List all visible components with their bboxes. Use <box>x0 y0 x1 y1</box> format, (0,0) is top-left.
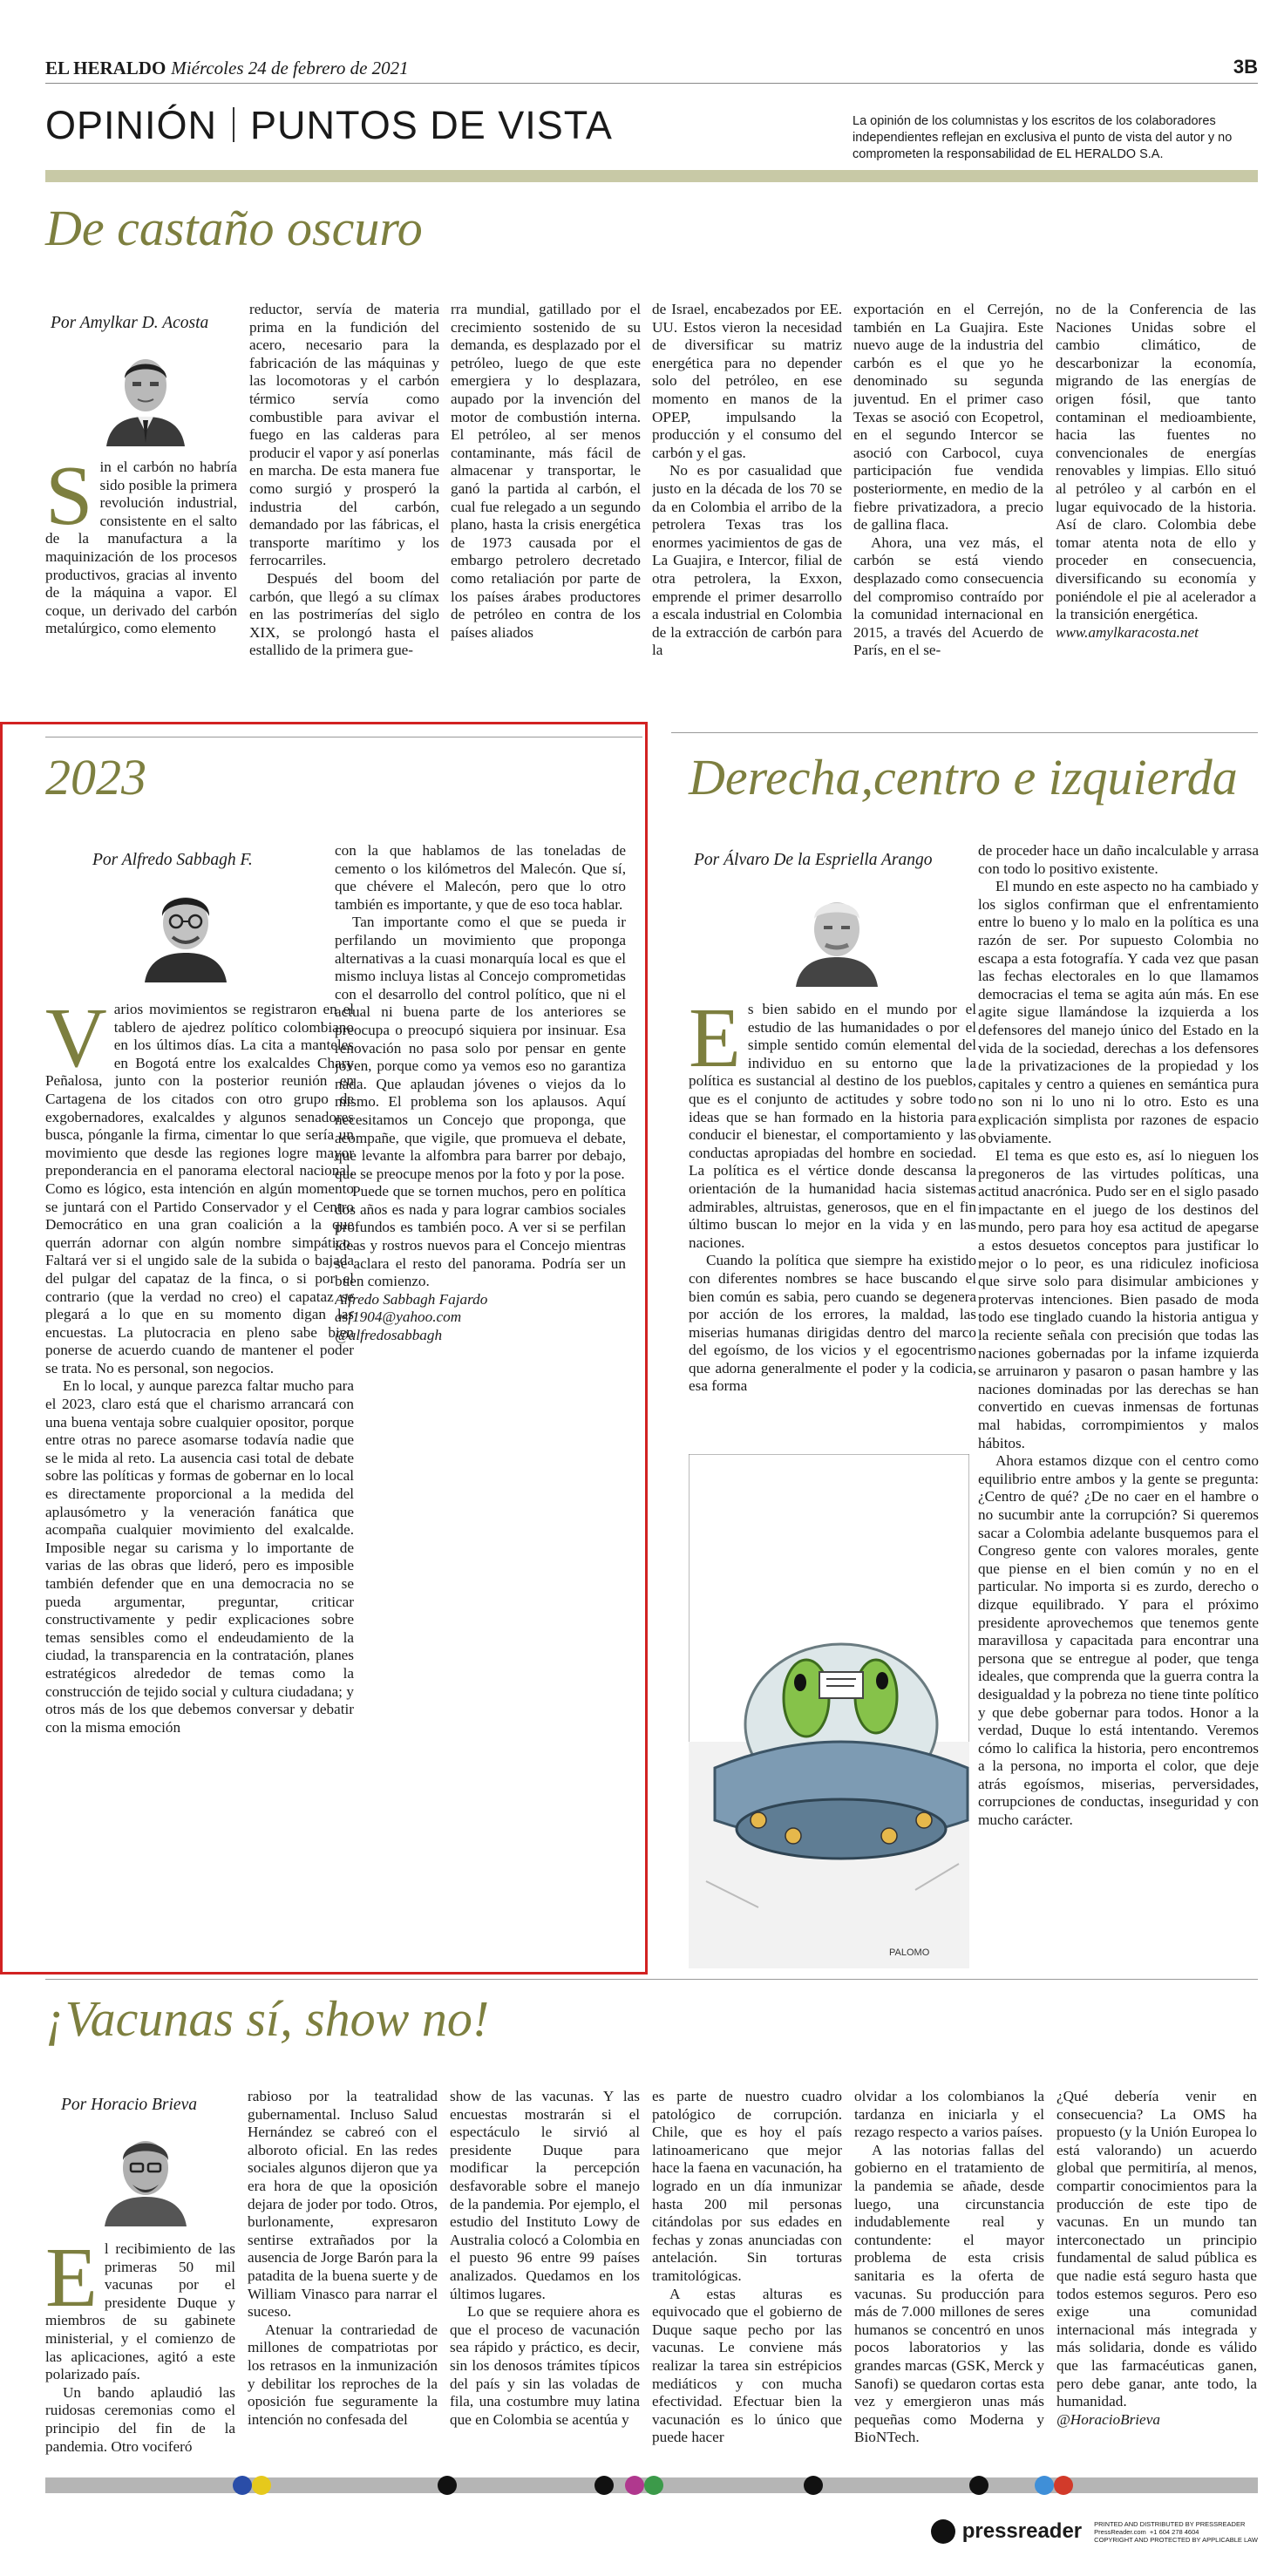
author-portrait-sabbagh <box>138 876 234 982</box>
paragraph: es parte de nuestro cuadro patológico de corrupción. Chile, que es hoy el país latinoamericano que mejor hace la faena en vacunación, ha logrado en un día inmunizar hasta 200 mil personas citándolas por sus edades en fechas y zonas anunciadas con antelación. Sin torturas tramitológicas. <box>652 2088 842 2284</box>
author-portrait-espriella <box>789 880 885 987</box>
paragraph: El mundo en este aspecto no ha cambiado y los siglos confirman que el enfrentamiento entre lo bueno y lo malo en la política es una razón de ser. Por supuesto Colombia no escapa a esta fotografía. Y cada vez que pasan las fechas electorales en lo que llamamos democracias el tema se agita aún más. En ese agite sigue llamándose la izquierda a los defensores del manejo único del Estado en la vida de la sociedad, derechas a los defensores de la privatizaciones de la propiedad y los capitales y centro a quienes en semántica pura no son ni lo uno ni lo otro. Esto es una explicación simplista por razones de espacio obviamente. <box>978 878 1259 1146</box>
article-castano-col4 <box>652 301 842 687</box>
registration-dot <box>804 2476 823 2495</box>
paragraph: A las notorias fallas del gobierno en el tratamiento de la pandemia se añade, desde luego, una circunstancia indudablemente real y contundente: el mayor problema de esta crisis sanitaria es la oferta de vacunas. Su producción para más de 7.000 millones de seres humanos se concentró en unos pocos laboratorios y las grandes marcas (GSK, Merck y Sanofi) se quedaron cortas esta vez y emergieron unas más pequeñas como Moderna y BioNTech. <box>854 2141 1044 2446</box>
paragraph: con la que hablamos de las toneladas de cemento o los kilómetros del Malecón. Que sí, que chévere el Malecón, pero que lo otro también es importante, y que de eso toca hablar. <box>335 842 626 913</box>
pressreader-brand: pressreader <box>961 2519 1083 2543</box>
pressreader-badge <box>931 2519 1258 2544</box>
article-2023-col2 <box>335 842 626 1452</box>
registration-dot <box>1035 2476 1054 2495</box>
paragraph: Cuando la política que siempre ha existido con diferentes nombres se hace buscando el bien común es sabia, pero cuando se degenera por acción de los errores, la maldad, las miserias humanas dirigidas dentro del marco del egoísmo, de los vicios y el egocentrismo que adorna generalmente el poder y la codicia, esa forma <box>689 1252 976 1395</box>
footer-color-bar <box>45 2477 1258 2493</box>
paragraph: reductor, servía de materia prima en la fundición del acero, necesario para la fabricación de las máquinas y las locomotoras y el carbón térmico servía como combustible para avivar el fuego en las calderas para producir el vapor y así ponerlas en marcha. De esta manera fue como surgió y prosperó la industria del carbón, demandado por las fábricas, el transporte marítimo y los ferrocarriles. <box>249 301 439 569</box>
paragraph: Tan importante como el que se pueda ir perfilando un movimiento que proponga alternativas a la cuasi monarquía local es que el mismo incluya listas al Concejo comprometidas con el desarrollo del control político, que ni el actual ni buena parte de los anteriores se preocupa o preocupó siquiera por insinuar. Esa renovación no pasa solo por pensar en gente joven, porque como ya vemos eso no garantiza nada. Que aplaudan jóvenes o viejos da lo mismo. El problema son los aplausos. Aquí necesitamos un Concejo que proponga, que acompañe, que vigile, que promueva el debate, que levante la alfombra para barrer por debajo, que se preocupe menos por la foto y por la pose. <box>335 914 626 1182</box>
paragraph: Después del boom del carbón, que llegó a su clímax en las postrimerías del siglo XIX, se prolongó hasta el estallido de la primera gue- <box>249 569 439 659</box>
registration-dot <box>233 2476 252 2495</box>
paragraph: s bien sabido en el mundo por el estudio de las humanidades o por el simple sentido común elemental del individuo en su entorno que la política es sustancial al destino de los pueblos, que es el conjunto de actitudes y sobre todo ideas que se han formado en la historia para conducir el bienestar, el comportamiento y las conductas apropiadas del hombre en sociedad. La política es el vértice donde descansa la orientación de la humanidad hacia sistemas admirables, altruistas, generosos, que en el fin último buscan lo mejor en la vida y en las naciones. <box>689 1001 976 1251</box>
article-vacunas-col5 <box>854 2088 1044 2469</box>
paragraph: arios movimientos se registraron en el tablero de ajedrez político colombiano en los últimos días. La cita a manteles en Bogotá entre los exalcaldes Chary Peñalosa, junto con la posterior reunión en Cartagena de los citados con otro grupo de exgobernadores, exalcaldes y algunos senadores busca, pónganle la firma, cimentar lo que sería un movimiento que desde las regiones logre mayor preponderancia en el panorama electoral nacional. Como es lógico, esta intención en algún momento se juntará con el Partido Conservador y el Centro Democrático en una gran coalición a la que querrán adornar con algún nombre simpático. Faltará ver si el ungido sale de la subida o bajada del pulgar del capataz de la finca, o si por el contrario (que la verdad no creo) el capataz se plegará a lo que en su momento digan las encuestas. La plutocracia en pleno sabe bien ponerse de acuerdo cuando de mantener el poder se trata. No es personal, son negocios. <box>45 1001 354 1376</box>
issue-date: Miércoles 24 de febrero de 2021 <box>171 58 409 78</box>
paper-name: EL HERALDO <box>45 58 166 78</box>
paragraph: Lo que se requiere ahora es que el proceso de vacunación sea rápido y práctico, es decir, sin los denosos trámites típicos del país y sin las voladas de fila, una costumbre muy latina que en Colombia se acentúa y <box>450 2303 640 2428</box>
disclaimer: La opinión de los columnistas y los escritos de los colaboradores independientes reflejan en exclusiva el punto de vista del autor y no comprometen la responsabilidad de EL HERALDO S.A. <box>853 114 1233 161</box>
pressreader-fineprint: PRINTED AND DISTRIBUTED BY PRESSREADER PressReader.com +1 604 278 4604 COPYRIGHT AND PROTECTED BY APPLICABLE LAW <box>1094 2519 1258 2544</box>
paragraph: in el carbón no habría sido posible la primera revolución industrial, consistente en el salto de la manufactura a la maquinización de los procesos productivos, gracias al invento de la máquina a vapor. El coque, un derivado del carbón metalúrgico, como elemento <box>45 459 237 637</box>
registration-dot <box>594 2476 614 2495</box>
olive-band <box>45 170 1258 182</box>
byline-espriella: Por Álvaro De la Espriella Arango <box>694 851 933 869</box>
article-vacunas-col1 <box>45 2240 235 2469</box>
author-handle: @HoracioBrieva <box>1056 2410 1160 2428</box>
paragraph: Ahora, una vez más, el carbón se está viendo desplazado como consecuencia del compromiso contraído por la comunidad internacional en 2015, a través del Acuerdo de París, en el se- <box>853 534 1043 659</box>
byline-brieva: Por Horacio Brieva <box>61 2096 197 2114</box>
paragraph: olvidar a los colombianos la tardanza en iniciarla y el rezago respecto a varios países. <box>854 2088 1044 2141</box>
paragraph: Atenuar la contrariedad de millones de compatriotas por los retrasos en la inmunización y debilitar los reproches de la oposición fue seguramente la intención no confesada del <box>248 2321 438 2428</box>
editorial-cartoon <box>689 1454 969 1968</box>
paragraph: de Israel, encabezados por EE. UU. Estos vieron la necesidad de diversificar su matriz energética para no depender solo del petróleo, en ese momento en manos de la OPEP, impulsando la producción y el consumo del carbón y el gas. <box>652 301 842 461</box>
article-vacunas-col6 <box>1056 2088 1257 2469</box>
headline-derecha: Derecha,centro e izquierda <box>689 749 1238 805</box>
dropcap-vacunas: E <box>45 2240 98 2325</box>
section-title <box>45 103 613 148</box>
section-right: PUNTOS DE VISTA <box>250 103 613 147</box>
paragraph: A estas alturas es equivocado que el gobierno de Duque saque pecho por las vacunas. Le conviene más realizar la tarea sin estrépicios mediáticos y con mucha efectividad. Efectuar bien la vacunación es lo único que puede hacer <box>652 2285 842 2446</box>
author-portrait-brieva <box>98 2120 194 2226</box>
article-vacunas-col4 <box>652 2088 842 2469</box>
headline-castano: De castaño oscuro <box>45 200 423 256</box>
headline-2023: 2023 <box>45 749 146 805</box>
cartoonist-signature: PALOMO <box>889 1947 930 1958</box>
signature-email: asf1904@yahoo.com <box>335 1308 462 1326</box>
registration-dot <box>1054 2476 1073 2495</box>
headline-vacunas: ¡Vacunas sí, show no! <box>45 1990 490 2047</box>
dropcap-2023: V <box>45 1001 107 1085</box>
registration-dot <box>625 2476 644 2495</box>
article-castano-col6 <box>1056 301 1256 687</box>
paragraph: rra mundial, gatillado por el crecimiento sostenido de su demanda, es desplazado por el petróleo, luego de que este emergiera y lo desplazara, aupado por la invención del motor de combustión interna. El petróleo, al ser menos contaminante, más fácil de almacenar y transportar, le ganó la partida al carbón, el cual fue relegado a un segundo plano, hasta la crisis energética de 1973 causada por el embargo petrolero decretado como retaliación por parte de los países árabes productores de petróleo en contra de los países aliados <box>451 301 641 641</box>
row-divider-vacunas <box>45 1979 1258 1980</box>
article-castano-col5 <box>853 301 1043 687</box>
paragraph: Ahora estamos dizque con el centro como equilibrio entre ambos y la gente se pregunta: ¿Centro de qué? ¿De no caer en el hambre o no sucumbir ante la corrupción? Si queremos sacar a Colombia adelante busquemos para el Congreso gente con valores morales, gente que piense en el bien común y no en el particular. No importa si es zurdo, derecho o dizque equilibrado. Y para el próximo presidente aprovechemos que tenemos gente maravillosa y capacitada para encontrar una persona que se entregue al poder, que tenga ideales, que comprenda que la guerra contra la desigualdad y la pobreza no tiene tinte político y que debe gobernar para todos. Honor a la verdad, Duque lo está intentando. Veremos cómo lo califica la historia, pero encontremos a la persona, no importa el color, que deje atrás egoísmos, miserias, perversidades, corrupciones de conductas, inseguridad y con mucho carácter. <box>978 1452 1259 1829</box>
paragraph: de proceder hace un daño incalculable y arrasa con todo lo positivo existente. <box>978 842 1259 877</box>
page-number: 3B <box>1233 56 1258 78</box>
paragraph: En lo local, y aunque parezca faltar mucho para el 2023, claro está que el charismo arrancará con una buena ventaja sobre cualquier opositor, porque entre otras no parece asomarse todavía nadie que se le mida al reto. La ausencia casi total de debate sobre las políticas y formas de gobernar en lo local es directamente proporcional a la medida del aplausómetro y la veneración fanática que acompaña cualquier movimiento del exalcalde. Imposible negar su carisma y lo importante de varias de las obras que lideró, pero es imposible también defender que en una democracia no se pueda argumentar, preguntar, criticar constructivamente y pedir explicaciones sobre temas sensibles como el endeudamiento de la ciudad, la transparencia en la contratación, planes estratégicos alrededor de temas como la construcción de tejido social y cultura ciudadana; y otros más de los que debemos conversar y debatir con la misma emoción <box>45 1377 354 1736</box>
article-vacunas-col3 <box>450 2088 640 2469</box>
registration-dot <box>969 2476 988 2495</box>
byline-sabbagh: Por Alfredo Sabbagh F. <box>92 851 253 869</box>
section-separator <box>233 107 234 142</box>
article-castano-col2 <box>249 301 439 687</box>
masthead <box>45 58 409 79</box>
author-portrait-acosta <box>98 340 194 446</box>
signature-name: Alfredo Sabbagh Fajardo <box>335 1290 488 1308</box>
paragraph: rabioso por la teatralidad gubernamental. Incluso Salud Hernández se cabreó con el alboroto oficial. En las redes sociales algunos dijeron que ya era hora de que la oposición dejara de joder por todo. Otros, burlonamente, expresaron sentirse extrañados por la ausencia de Jorge Barón para la patadita de la buena suerte y de William Vinasco para narrar el suceso. <box>248 2088 438 2321</box>
author-web: www.amylkaracosta.net <box>1056 623 1199 641</box>
article-castano-col1 <box>45 459 237 687</box>
byline-acosta: Por Amylkar D. Acosta <box>51 314 209 332</box>
paragraph: Un bando aplaudió las ruidosas ceremonias como el principio del fin de la pandemia. Otro vociferó <box>45 2383 235 2455</box>
paragraph: no de la Conferencia de las Naciones Unidas sobre el cambio climático, de descarbonizar la economía, migrando de las energías de origen fósil, que tanto contaminan el medioambiente, hacia las fuentes no convencionales de energías renovables y limpias. Ello situó al petróleo y al carbón en el lugar equivocado de la historia. Así de claro. Colombia debe tomar atenta nota de ello y proceder en consecuencia, diversificando su economía y poniéndole el pie al acelerador a la transición energética. <box>1056 301 1256 623</box>
paragraph: No es por casualidad que justo en la década de los 70 se da en Colombia el arribo de la petrolera Texas tras los enormes yacimientos de gas de La Guajira, e Intercor, filial de otra petrolera, la Exxon, emprende el primer desarrollo a escala industrial en Colombia de la extracción de carbón para la <box>652 462 842 659</box>
article-castano-col3 <box>451 301 641 687</box>
paragraph: ¿Qué debería venir en consecuencia? La OMS ha propuesto (y la Unión Europea lo está valorando) un acuerdo global que permitiría, al menos, compartir conocimientos para la producción de este tipo de vacunas. En un mundo tan interconectado un principio fundamental de salud pública es que nadie está seguro hasta que todos estemos seguros. Pero eso exige una comunidad internacional más integrada y más solidaria, donde es válido que las farmacéuticas ganen, pero debe ganar, ante todo, la humanidad. <box>1056 2088 1257 2410</box>
pressreader-logo-icon <box>931 2519 955 2544</box>
dropcap-castano: S <box>45 459 93 543</box>
signature-handle: @alfredosabbagh <box>335 1327 443 1344</box>
paragraph: exportación en el Cerrejón, también en La Guajira. Este nuevo auge de la industria del carbón es el que yo he denominado su segunda juventud. En el primer caso Texas se asoció con Ecopetrol, en el segundo Intercor se asoció con Carbocol, cuya participación fue vendida posteriormente, en medio de la fiebre privatizadora, a precio de gallina flaca. <box>853 301 1043 534</box>
article-derecha-col1 <box>689 1001 976 1445</box>
paragraph: Puede que se tornen muchos, pero en política dos años es nada y para lograr cambios sociales profundos es también poco. A ver si se perfilan ideas y rostros nuevos para el Concejo mientras se aclara el resto del panorama. Podría ser un buen comienzo. <box>335 1183 626 1290</box>
registration-dot <box>438 2476 457 2495</box>
header-rule <box>45 83 1258 84</box>
article-derecha-col2 <box>978 842 1259 1967</box>
article-vacunas-col2 <box>248 2088 438 2469</box>
article-2023-col1 <box>45 1001 354 1960</box>
registration-dot <box>644 2476 663 2495</box>
section-left: OPINIÓN <box>45 103 218 147</box>
paragraph: El tema es que esto es, así lo nieguen los pregoneros de las virtudes políticas, una actitud anacrónica. Pudo ser en el siglo pasado impactante en el juego de los destinos del mundo, pero para hoy esa actitud de apegarse a estos desuetos conceptos para justificar lo mejor o lo peor, es una ridiculez inoficiosa que sirve solo para disimular ambiciones y protervas intenciones. Bien pasado de moda todo ese tinglado cuando la historia antigua y la reciente señala con precisión que todas las naciones gobernadas por la infame izquierda se arruinaron y pasaron o pasan hambre y las naciones dominadas por las derechas se han convertido en cuevas inmensas de fortunas mal habidas, corrompimientos y malos hábitos. <box>978 1147 1259 1451</box>
dropcap-derecha: E <box>689 1001 741 1085</box>
row-divider <box>671 732 1258 733</box>
paragraph: show de las vacunas. Y las encuestas mostrarán si el espectáculo le sirvió al presidente Duque para modificar la percepción desfavorable sobre el manejo de la pandemia. Por ejemplo, el estudio del Instituto Lowy de Australia colocó a Colombia en el puesto 96 entre 99 países analizados. Quedamos en los últimos lugares. <box>450 2088 640 2302</box>
registration-dot <box>252 2476 271 2495</box>
paragraph: l recibimiento de las primeras 50 mil vacunas por el presidente Duque y miembros de su gabinete ministerial, y el comienzo de las aplicaciones, agitó a este polarizado país. <box>45 2240 235 2383</box>
